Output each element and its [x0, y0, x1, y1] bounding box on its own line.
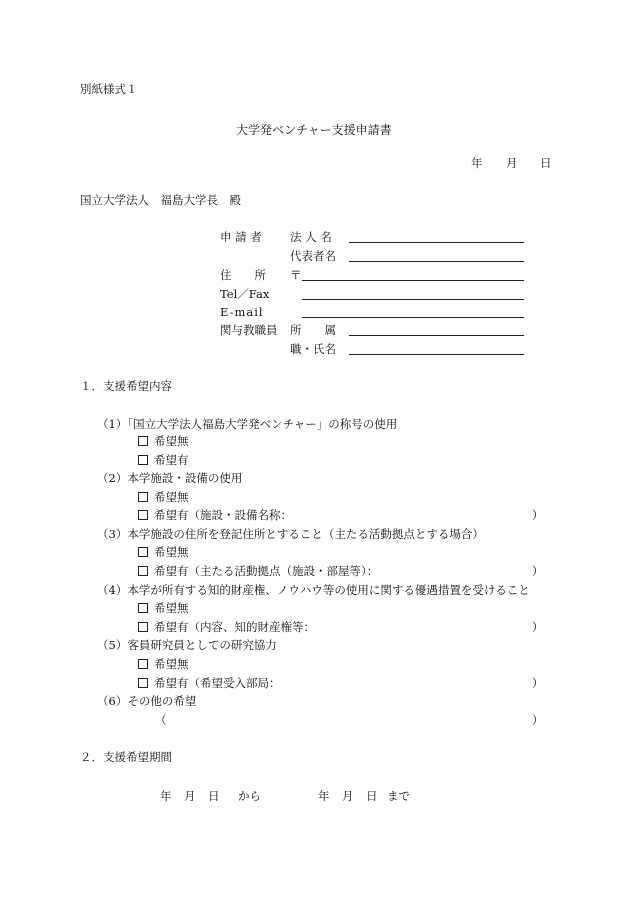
- item1-label: （1）「国立大学法人福島大学発ベンチャー」の称号の使用: [97, 417, 398, 431]
- section1-heading: １．支援希望内容: [80, 379, 172, 393]
- item3-label: （3）本学施設の住所を登記住所とすること（主たる活動拠点とする場合）: [97, 527, 484, 541]
- checkbox-icon[interactable]: [138, 436, 148, 446]
- end-year-field[interactable]: 年: [318, 789, 330, 803]
- checkbox-icon[interactable]: [138, 622, 148, 632]
- item5-option-no[interactable]: 希望無: [138, 657, 189, 671]
- item2-option-no[interactable]: 希望無: [138, 490, 189, 504]
- tel-fax-label: Tel／Fax: [220, 287, 270, 301]
- end-day-field[interactable]: 日: [366, 789, 378, 803]
- item4-close-paren: ）: [532, 620, 544, 634]
- date-month-field[interactable]: 月: [506, 156, 518, 170]
- checkbox-icon[interactable]: [138, 678, 148, 688]
- representative-field[interactable]: [349, 261, 524, 262]
- start-month-field[interactable]: 月: [184, 789, 196, 803]
- item6-open-paren: （: [155, 713, 167, 727]
- item5-label: （5）客員研究員としての研究協力: [97, 638, 277, 652]
- start-day-field[interactable]: 日: [208, 789, 220, 803]
- item4-option-no[interactable]: 希望無: [138, 601, 189, 615]
- item1-option-yes[interactable]: 希望有: [138, 453, 189, 467]
- faculty-label: 関与教職員: [220, 323, 278, 337]
- email-label: E-mail: [220, 305, 264, 319]
- item3-option-no[interactable]: 希望無: [138, 545, 189, 559]
- address-label: 住 所: [220, 268, 266, 282]
- email-field[interactable]: [302, 317, 524, 318]
- applicant-label: 申 請 者: [220, 230, 262, 244]
- tel-fax-field[interactable]: [302, 299, 524, 300]
- item4-label: （4）本学が所有する知的財産権、ノウハウ等の使用に関する優遇措置を受けること: [97, 583, 530, 597]
- addressee: 国立大学法人 福島大学長 殿: [80, 193, 241, 207]
- position-name-field[interactable]: [349, 354, 524, 355]
- item2-label: （2）本学施設・設備の使用: [97, 471, 243, 485]
- date-day-field[interactable]: 日: [540, 156, 552, 170]
- item6-close-paren: ）: [532, 713, 544, 727]
- start-year-field[interactable]: 年: [160, 789, 172, 803]
- date-year-field[interactable]: 年: [471, 156, 483, 170]
- end-month-field[interactable]: 月: [342, 789, 354, 803]
- to-label: まで: [387, 789, 410, 803]
- page-title: 大学発ベンチャー支援申請書: [236, 123, 392, 137]
- address-field[interactable]: [302, 280, 524, 281]
- section2-heading: ２．支援希望期間: [80, 750, 172, 764]
- department-field[interactable]: [349, 335, 524, 336]
- corp-name-label: 法 人 名: [290, 230, 332, 244]
- checkbox-icon[interactable]: [138, 566, 148, 576]
- item6-label: （6）その他の希望: [97, 694, 197, 708]
- item5-close-paren: ）: [532, 676, 544, 690]
- item2-close-paren: ）: [532, 508, 544, 522]
- checkbox-icon[interactable]: [138, 547, 148, 557]
- checkbox-icon[interactable]: [138, 492, 148, 502]
- checkbox-icon[interactable]: [138, 510, 148, 520]
- corp-name-field[interactable]: [349, 242, 524, 243]
- item6-other-field[interactable]: [165, 713, 525, 727]
- item4-option-yes[interactable]: 希望有（内容、知的財産権等：: [138, 620, 315, 634]
- checkbox-icon[interactable]: [138, 659, 148, 669]
- from-label: から: [238, 789, 261, 803]
- postal-mark: 〒: [290, 268, 302, 282]
- item3-close-paren: ）: [532, 564, 544, 578]
- position-name-label: 職・氏名: [290, 342, 336, 356]
- item2-option-yes[interactable]: 希望有（施設・設備名称：: [138, 508, 292, 522]
- representative-label: 代表者名: [290, 249, 336, 263]
- form-code: 別紙様式１: [80, 82, 138, 96]
- checkbox-icon[interactable]: [138, 455, 148, 465]
- item5-option-yes[interactable]: 希望有（希望受入部局：: [138, 676, 281, 690]
- checkbox-icon[interactable]: [138, 603, 148, 613]
- item1-option-no[interactable]: 希望無: [138, 434, 189, 448]
- department-label: 所 属: [290, 323, 336, 337]
- item3-option-yes[interactable]: 希望有（主たる活動拠点（施設・部屋等）：: [138, 564, 378, 578]
